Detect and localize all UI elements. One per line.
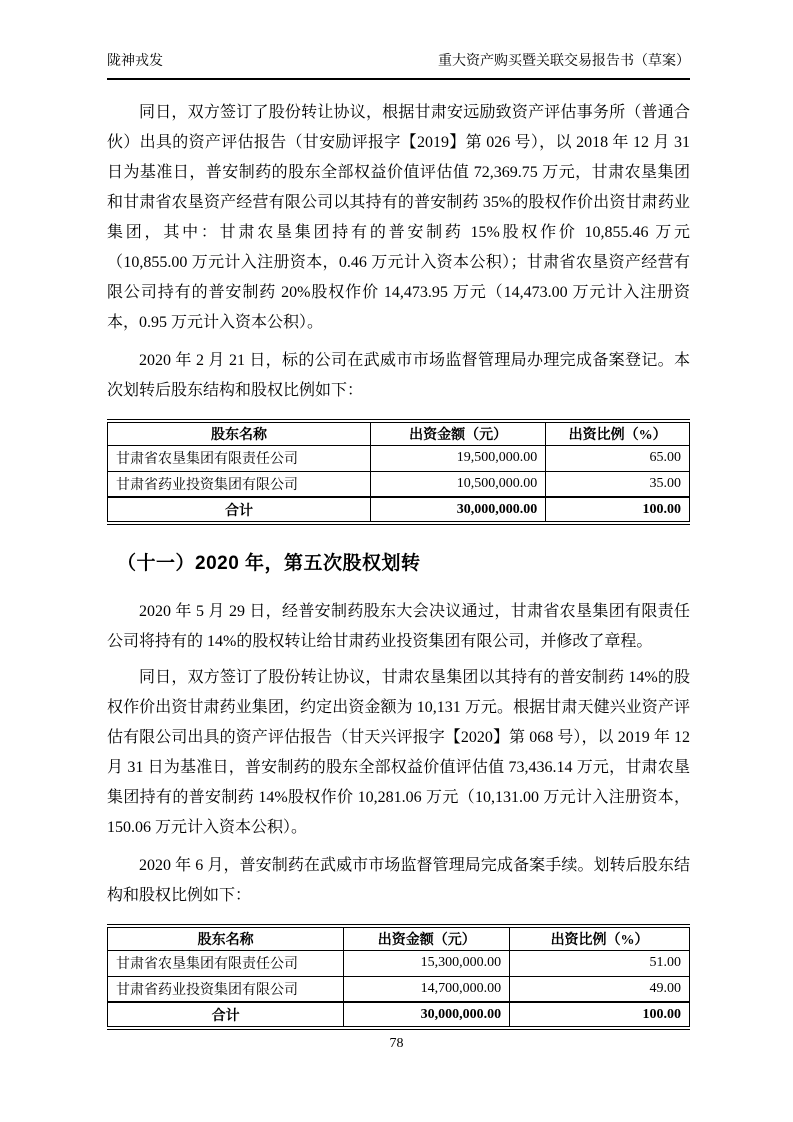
contribution-ratio-cell: 49.00 [510, 976, 690, 1002]
contribution-ratio-cell: 65.00 [546, 445, 690, 471]
paragraph-registration-2020-02: 2020 年 2 月 21 日，标的公司在武威市市场监督管理局办理完成备案登记。本次划转后股东结构和股权比例如下： [107, 352, 690, 399]
contribution-amount-cell: 14,700,000.00 [344, 976, 510, 1002]
total-ratio-cell: 100.00 [510, 1002, 690, 1028]
table-header-row [108, 421, 690, 445]
contribution-amount-cell: 15,300,000.00 [344, 950, 510, 976]
shareholder-name-cell: 甘肃省药业投资集团有限公司 [108, 976, 344, 1002]
column-header-contribution-amount: 出资金额（元） [371, 421, 546, 445]
page-header [107, 0, 690, 80]
column-header-shareholder-name: 股东名称 [108, 926, 344, 950]
table-header-row [108, 926, 690, 950]
paragraph-share-transfer-2019: 同日，双方签订了股份转让协议，根据甘肃安远励致资产评估事务所（普通合伙）出具的资产评估报告（甘安励评报字【2019】第 026 号），以 2018 年 12 月 31 日为基准日，普安制药的股东全部权益价值评估值 72,369.75 万元，甘肃农垦集团和甘肃省农垦资产经营有限公司以其持有的普安制药 35%的股权作价出资甘肃药业集团，其中：甘肃农垦集团持有的普安制药 15%股权作价 10,855.46 万元（10,855.00 万元计入注册资本，0.46 万元计入资本公积）；甘肃省农垦资产经营有限公司持有的普安制药 20%股权作价 14,473.95 万元（14,473.00 万元计入注册资本，0.95 万元计入资本公积）。 [107, 104, 690, 331]
total-amount-cell: 30,000,000.00 [344, 1002, 510, 1028]
column-header-contribution-ratio: 出资比例（%） [546, 421, 690, 445]
shareholder-name-cell: 甘肃省农垦集团有限责任公司 [108, 950, 344, 976]
contribution-amount-cell: 19,500,000.00 [371, 445, 546, 471]
shareholder-name-cell: 甘肃省药业投资集团有限公司 [108, 471, 371, 497]
shareholder-table-after-fourth-transfer [107, 419, 690, 525]
column-header-contribution-ratio: 出资比例（%） [510, 926, 690, 950]
table-row [108, 976, 690, 1002]
contribution-ratio-cell: 35.00 [546, 471, 690, 497]
contribution-ratio-cell: 51.00 [510, 950, 690, 976]
table-row [108, 471, 690, 497]
section-heading-fifth-equity-transfer: （十一）2020 年，第五次股权划转 [117, 553, 421, 574]
page-number: 78 [389, 1036, 404, 1051]
contribution-amount-cell: 10,500,000.00 [371, 471, 546, 497]
shareholder-name-cell: 甘肃省农垦集团有限责任公司 [108, 445, 371, 471]
table-total-row [108, 497, 690, 523]
paragraph-registration-2020-06: 2020 年 6 月，普安制药在武威市市场监督管理局完成备案手续。划转后股东结构和股权比例如下： [107, 857, 690, 904]
paragraph-share-transfer-2020: 同日，双方签订了股份转让协议，甘肃农垦集团以其持有的普安制药 14%的股权作价出资甘肃药业集团，约定出资金额为 10,131 万元。根据甘肃天健兴业资产评估有限公司出具的资产评估报告（甘天兴评报字【2020】第 068 号），以 2019 年 12 月 31 日为基准日，普安制药的股东全部权益价值评估值 73,436.14 万元，甘肃农垦集团持有的普安制药 14%股权作价 10,281.06 万元（10,131.00 万元计入注册资本，150.06 万元计入资本公积）。 [107, 669, 690, 836]
total-ratio-cell: 100.00 [546, 497, 690, 523]
paragraph-resolution-2020-05: 2020 年 5 月 29 日，经普安制药股东大会决议通过，甘肃省农垦集团有限责任公司将持有的 14%的股权转让给甘肃药业投资集团有限公司，并修改了章程。 [107, 603, 690, 650]
total-label-cell: 合计 [108, 497, 371, 523]
total-label-cell: 合计 [108, 1002, 344, 1028]
column-header-shareholder-name: 股东名称 [108, 421, 371, 445]
table-row [108, 445, 690, 471]
company-short-name: 陇神戎发 [107, 54, 163, 69]
report-title: 重大资产购买暨关联交易报告书（草案） [438, 54, 690, 69]
shareholder-table-after-fifth-transfer [107, 924, 690, 1030]
table-row [108, 950, 690, 976]
column-header-contribution-amount: 出资金额（元） [344, 926, 510, 950]
table-total-row [108, 1002, 690, 1028]
total-amount-cell: 30,000,000.00 [371, 497, 546, 523]
